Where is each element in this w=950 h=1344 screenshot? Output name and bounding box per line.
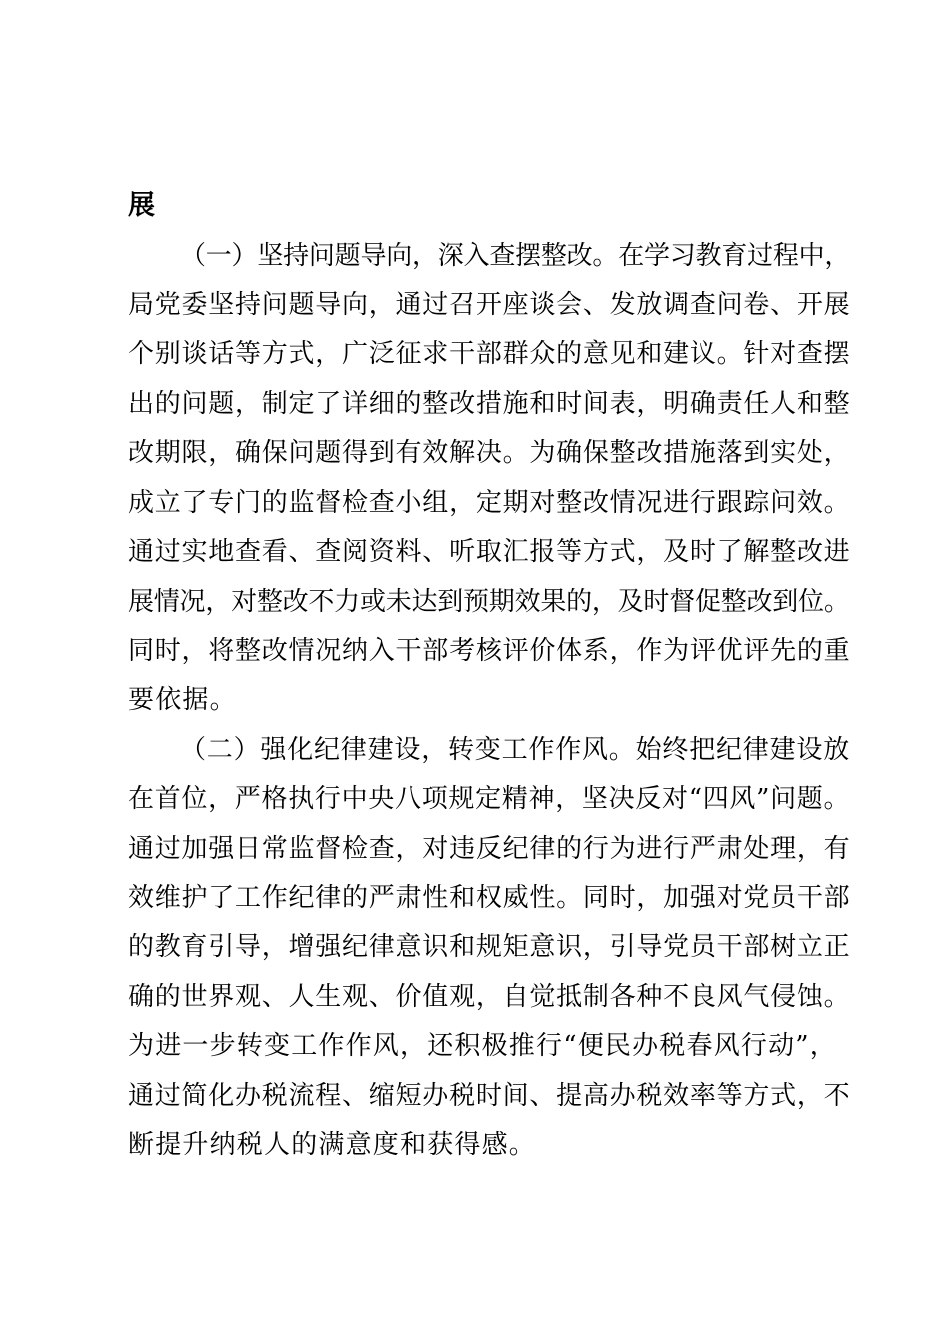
paragraph-1-line-4: 出的问题，制定了详细的整改措施和时间表，明确责任人和整: [128, 389, 851, 419]
paragraph-1-line-6: 成立了专门的监督检查小组，定期对整改情况进行跟踪问效。: [128, 488, 851, 518]
paragraph-1-line-7: 通过实地查看、查阅资料、听取汇报等方式，及时了解整改进: [128, 537, 851, 567]
paragraph-1-line-3: 个别谈话等方式，广泛征求干部群众的意见和建议。针对查摆: [128, 339, 851, 369]
paragraph-2-line-9: 断提升纳税人的满意度和获得感。: [128, 1130, 537, 1160]
paragraph-1-line-10: 要依据。: [128, 685, 237, 715]
paragraph-2-line-7: 为进一步转变工作作风，还积极推行“便民办税春风行动”，: [128, 1031, 837, 1061]
paragraph-1-line-5: 改期限，确保问题得到有效解决。为确保整改措施落到实处，: [128, 438, 851, 468]
heading-fragment: 展: [128, 190, 157, 221]
paragraph-2-line-6: 确的世界观、人生观、价值观，自觉抵制各种不良风气侵蚀。: [128, 982, 851, 1012]
paragraph-2-line-3: 通过加强日常监督检查，对违反纪律的行为进行严肃处理，有: [128, 834, 851, 864]
paragraph-1-line-1: （一）坚持问题导向，深入查摆整改。在学习教育过程中，: [180, 241, 851, 271]
paragraph-1-line-2: 局党委坚持问题导向，通过召开座谈会、发放调查问卷、开展: [128, 290, 851, 320]
paragraph-1-line-9: 同时，将整改情况纳入干部考核评价体系，作为评优评先的重: [128, 636, 851, 666]
paragraph-1-line-8: 展情况，对整改不力或未达到预期效果的，及时督促整改到位。: [128, 587, 850, 617]
paragraph-2-line-8: 通过简化办税流程、缩短办税时间、提高办税效率等方式，不: [128, 1081, 851, 1111]
paragraph-2-line-5: 的教育引导，增强纪律意识和规矩意识，引导党员干部树立正: [128, 932, 851, 962]
paragraph-2-line-1: （二）强化纪律建设，转变工作作风。始终把纪律建设放: [180, 735, 851, 765]
paragraph-2-line-4: 效维护了工作纪律的严肃性和权威性。同时，加强对党员干部: [128, 883, 851, 913]
paragraph-2-line-2: 在首位，严格执行中央八项规定精神，坚决反对“四风”问题。: [128, 784, 851, 814]
